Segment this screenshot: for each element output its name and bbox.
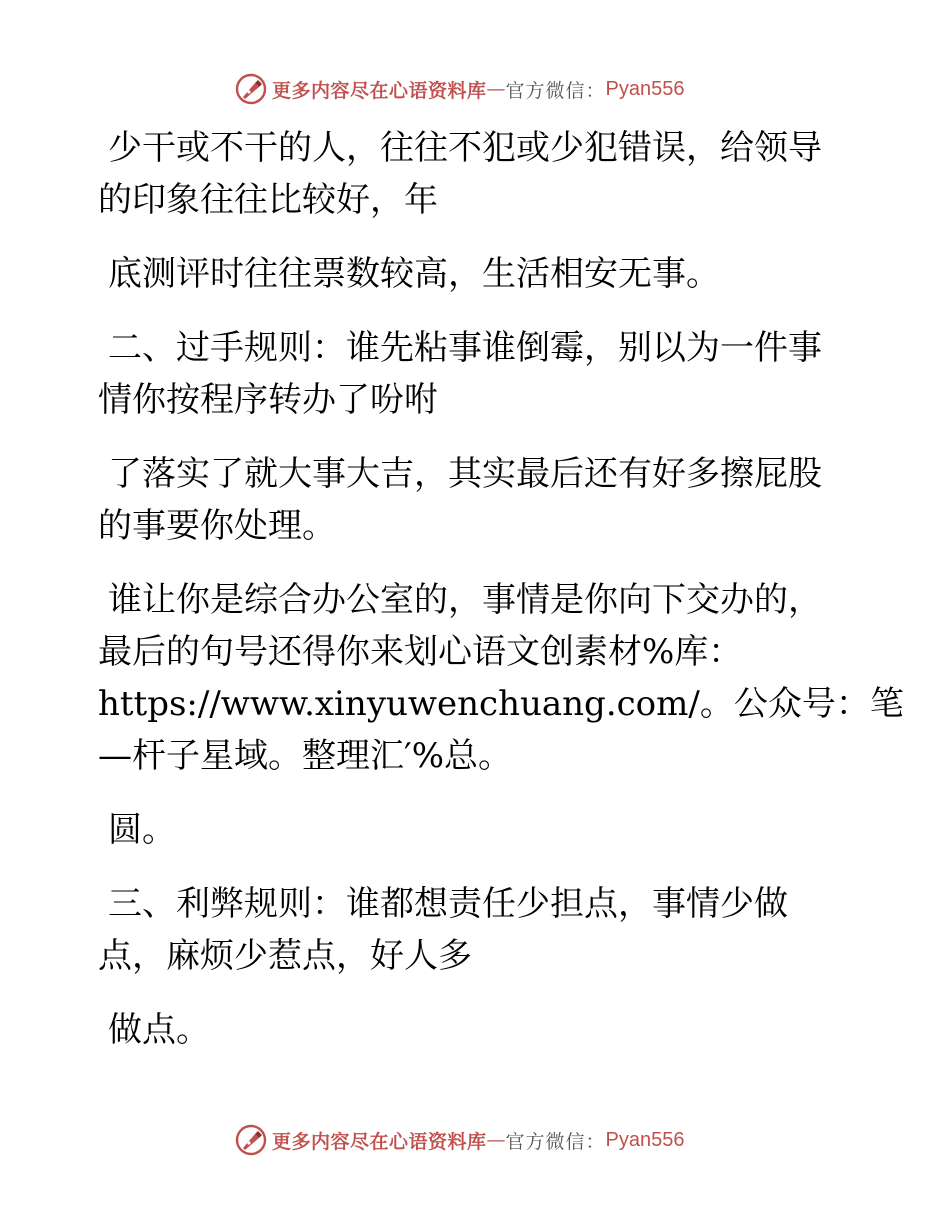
paragraph-3 xyxy=(98,322,838,426)
text-line: 谁让你是综合办公室的，事情是你向下交办的， xyxy=(108,580,822,620)
text-line: 圆。 xyxy=(108,810,176,850)
footer-wechat-label: 官方微信： xyxy=(505,1130,606,1153)
text-line: 了落实了就大事大吉，其实最后还有好多擦屁股 xyxy=(108,454,822,494)
text-line: 底测评时往往票数较高，生活相安无事。 xyxy=(108,254,720,294)
pen-nib-logo-icon xyxy=(234,1123,268,1157)
footer-banner xyxy=(234,1123,714,1157)
paragraph-2 xyxy=(98,248,838,300)
text-line: 二、过手规则：谁先粘事谁倒霉，别以为一件事 xyxy=(108,328,822,368)
text-line: 的事要你处理。 xyxy=(98,506,336,546)
text-line: 点，麻烦少惹点，好人多 xyxy=(98,936,472,976)
text-line: 三、利弊规则：谁都想责任少担点，事情少做 xyxy=(108,884,788,924)
header-site-text: 更多内容尽在心语资料库 xyxy=(272,79,487,102)
paragraph-7 xyxy=(98,878,838,982)
footer-dash: — xyxy=(486,1129,506,1151)
paragraph-5 xyxy=(98,574,904,782)
text-line: 最后的句号还得你来划心语文创素材%库： xyxy=(98,632,743,672)
pen-nib-logo-icon xyxy=(234,72,268,106)
header-banner xyxy=(234,72,714,106)
paragraph-8 xyxy=(98,1004,838,1056)
paragraph-1 xyxy=(98,122,838,226)
body-text xyxy=(98,122,904,1078)
header-wechat-label: 官方微信： xyxy=(505,79,606,102)
paragraph-6 xyxy=(98,804,838,856)
text-line: —杆子星域。整理汇′%总。 xyxy=(98,736,513,776)
text-line: 的印象往往比较好，年 xyxy=(98,180,438,220)
footer-site-text: 更多内容尽在心语资料库 xyxy=(272,1130,487,1153)
paragraph-4 xyxy=(98,448,838,552)
text-line: 少干或不干的人，往往不犯或少犯错误，给领导 xyxy=(108,128,822,168)
text-line-url: https://www.xinyuwenchuang.com/。公众号：笔 xyxy=(98,684,904,724)
text-line: 做点。 xyxy=(108,1010,210,1050)
text-line: 情你按程序转办了吩咐 xyxy=(98,380,438,420)
footer-wechat-id: Pyan556 xyxy=(605,1128,685,1151)
header-wechat-id: Pyan556 xyxy=(605,77,685,100)
header-dash: — xyxy=(486,78,506,100)
